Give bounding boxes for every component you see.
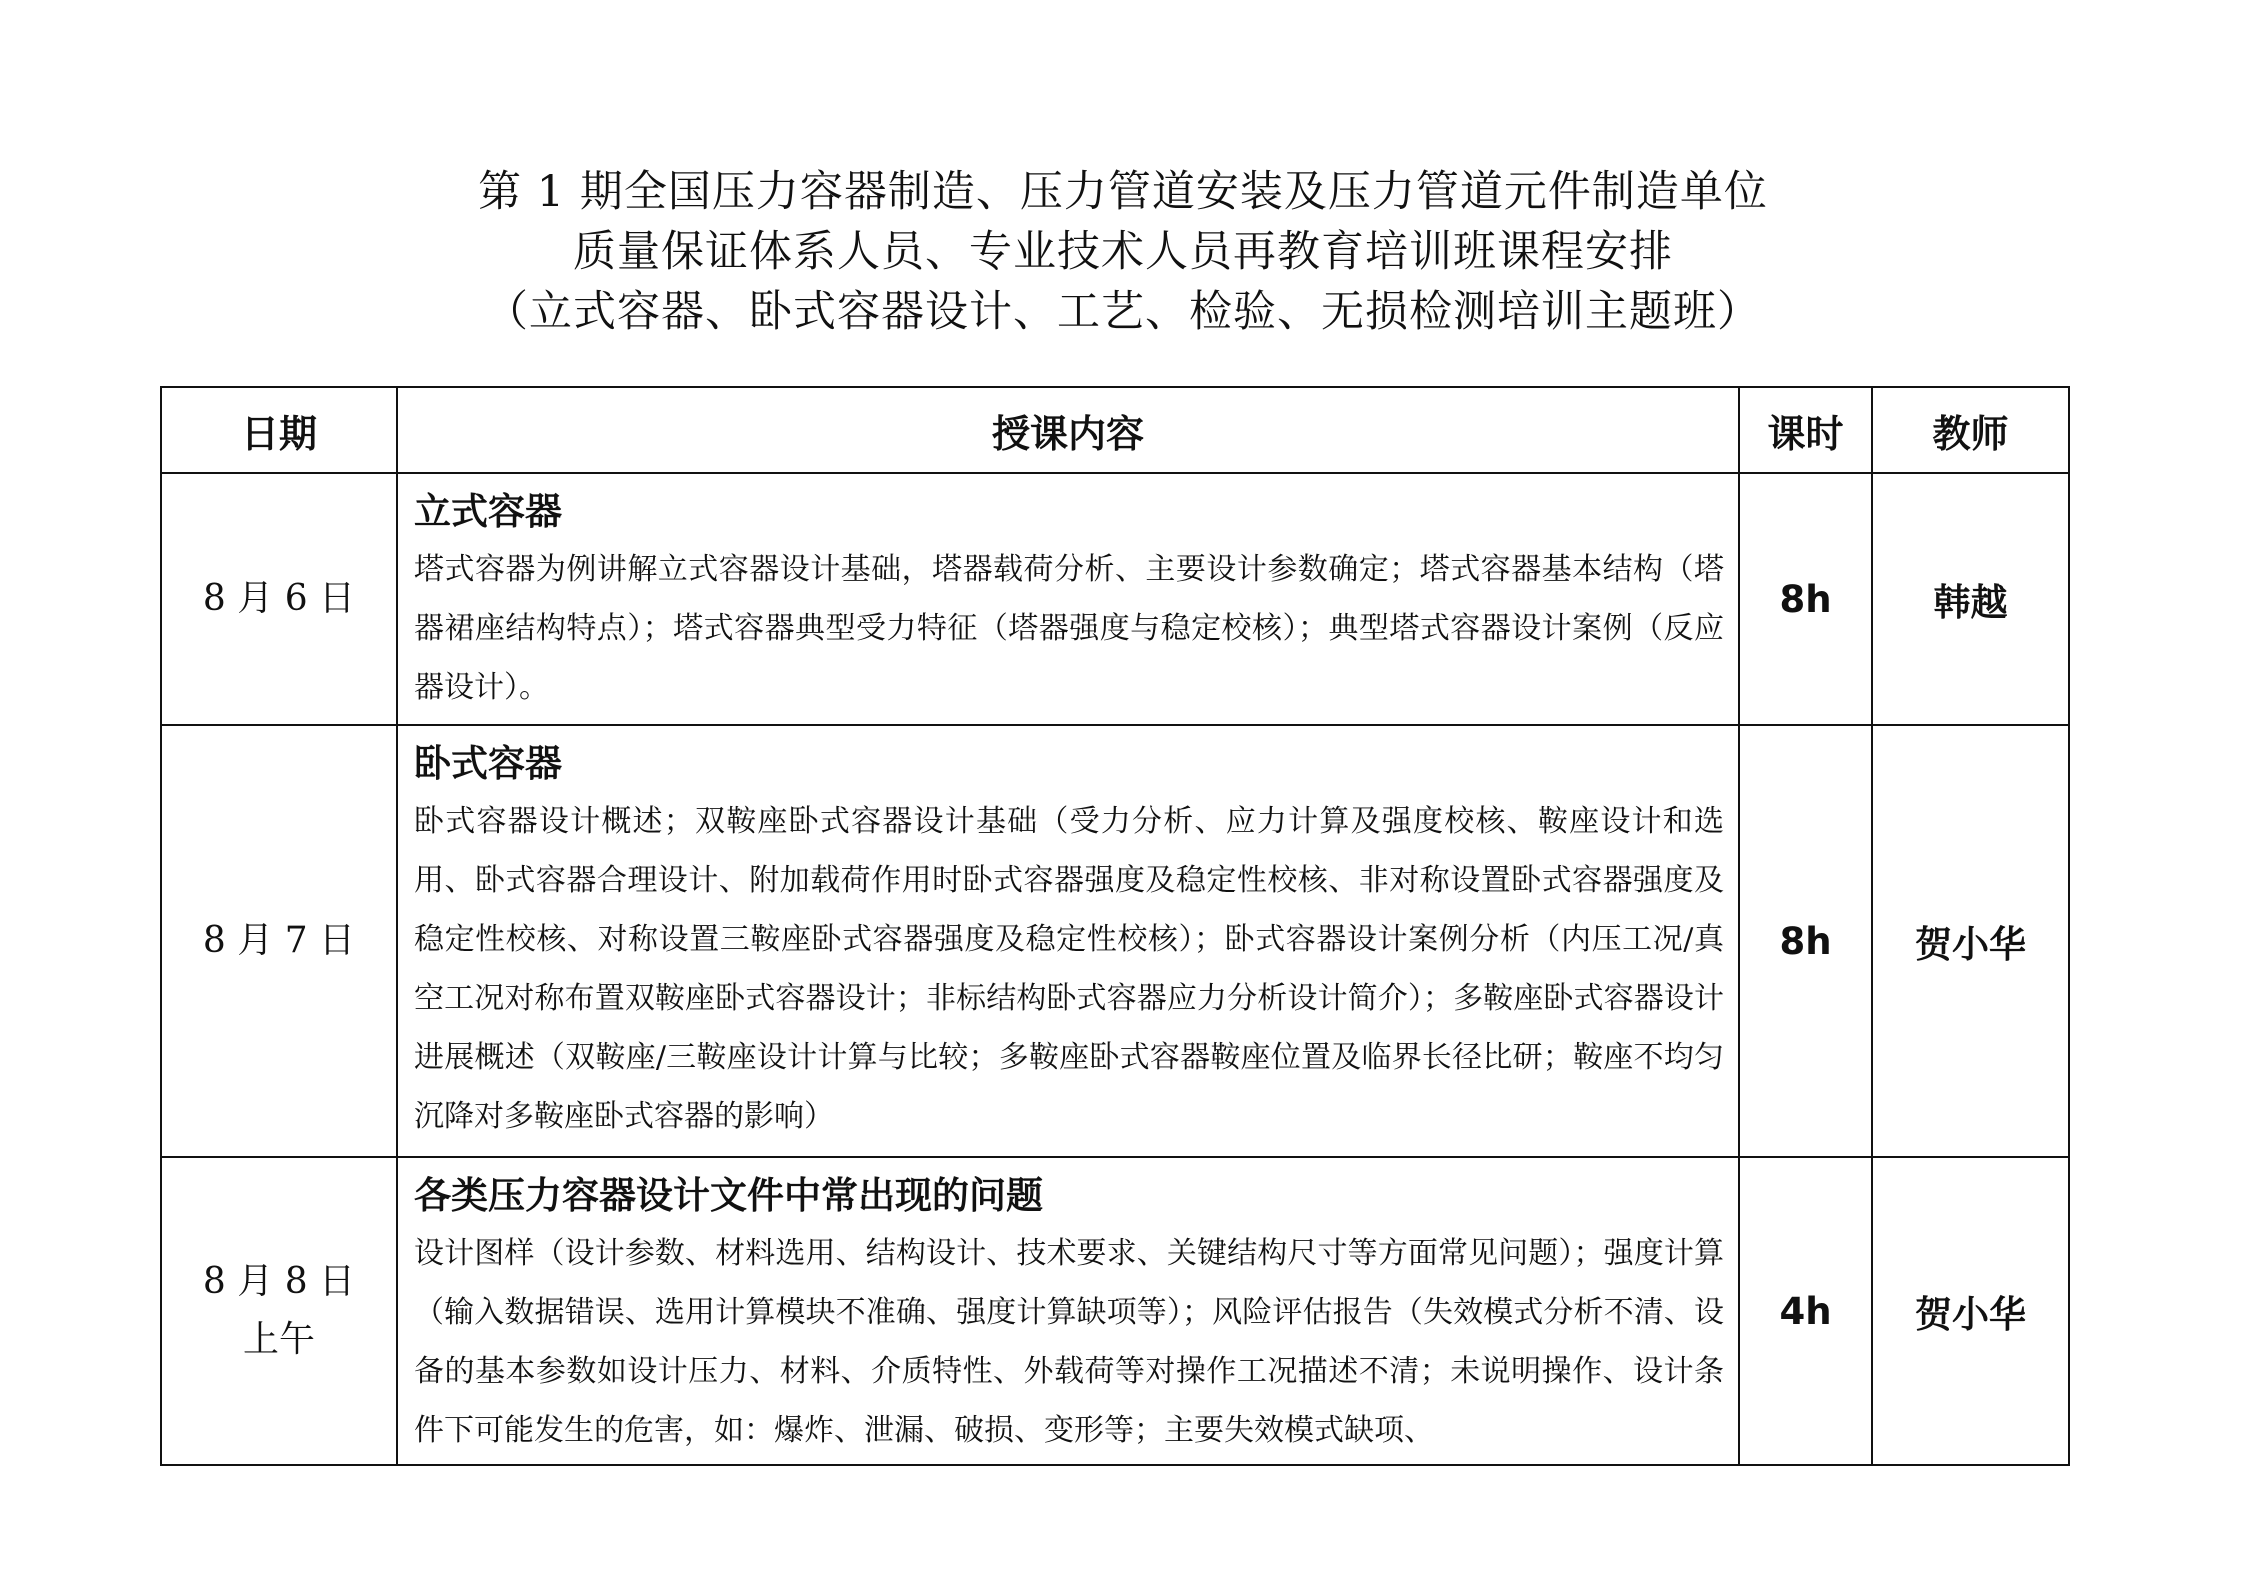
table-row [161,473,2069,725]
table-row [161,725,2069,1157]
course-schedule-table [160,386,2070,1466]
teacher-cell: 贺小华 [1872,1157,2069,1465]
header-content: 授课内容 [397,387,1739,473]
topic-description: 塔式容器为例讲解立式容器设计基础，塔器载荷分析、主要设计参数确定；塔式容器基本结构（塔器裙座结构特点）；塔式容器典型受力特征（塔器强度与稳定校核）；典型塔式容器设计案例（反应器设计）。 [414,552,1724,705]
title-line-1: 第 1 期全国压力容器制造、压力管道安装及压力管道元件制造单位 [478,167,1768,217]
topic-description: 设计图样（设计参数、材料选用、结构设计、技术要求、关键结构尺寸等方面常见问题）；强度计算（输入数据错误、选用计算模块不准确、强度计算缺项等）；风险评估报告（失效模式分析不清、设备的基本参数如设计压力、材料、介质特性、外载荷等对操作工况描述不清；未说明操作、设计条件下可能发生的危害，如：爆炸、泄漏、破损、变形等；主要失效模式缺项、 [414,1236,1724,1448]
hours-cell: 8h [1739,725,1872,1157]
date-session: 上午 [242,1319,315,1360]
content-cell [397,725,1739,1157]
table-row [161,1157,2069,1465]
table-header-row [161,387,2069,473]
topic-description: 卧式容器设计概述；双鞍座卧式容器设计基础（受力分析、应力计算及强度校核、鞍座设计和选用、卧式容器合理设计、附加载荷作用时卧式容器强度及稳定性校核、非对称设置卧式容器强度及稳定性校核、对称设置三鞍座卧式容器强度及稳定性校核）；卧式容器设计案例分析（内压工况/真空工况对称布置双鞍座卧式容器设计；非标结构卧式容器应力分析设计简介）；多鞍座卧式容器设计进展概述（双鞍座/三鞍座设计计算与比较；多鞍座卧式容器鞍座位置及临界长径比研；鞍座不均匀沉降对多鞍座卧式容器的影响） [414,804,1724,1134]
date-cell: 8 月 6 日 [161,473,397,725]
header-date: 日期 [161,387,397,473]
content-cell [397,473,1739,725]
topic-title: 立式容器 [414,490,562,533]
topic-title: 卧式容器 [414,742,562,785]
topic-title: 各类压力容器设计文件中常出现的问题 [414,1174,1043,1217]
date-line: 8 月 8 日 [202,1261,356,1302]
title-line-2: 质量保证体系人员、专业技术人员再教育培训班课程安排 [573,227,1673,277]
header-teacher: 教师 [1872,387,2069,473]
date-cell: 8 月 7 日 [161,725,397,1157]
hours-cell: 4h [1739,1157,1872,1465]
document-title [0,162,2246,342]
content-clip [414,1168,1724,1450]
hours-cell: 8h [1739,473,1872,725]
teacher-cell: 韩越 [1872,473,2069,725]
content-cell [397,1157,1739,1465]
date-cell [161,1157,397,1465]
title-line-3: （立式容器、卧式容器设计、工艺、检验、无损检测培训主题班） [485,287,1761,337]
header-hours: 课时 [1739,387,1872,473]
teacher-cell: 贺小华 [1872,725,2069,1157]
